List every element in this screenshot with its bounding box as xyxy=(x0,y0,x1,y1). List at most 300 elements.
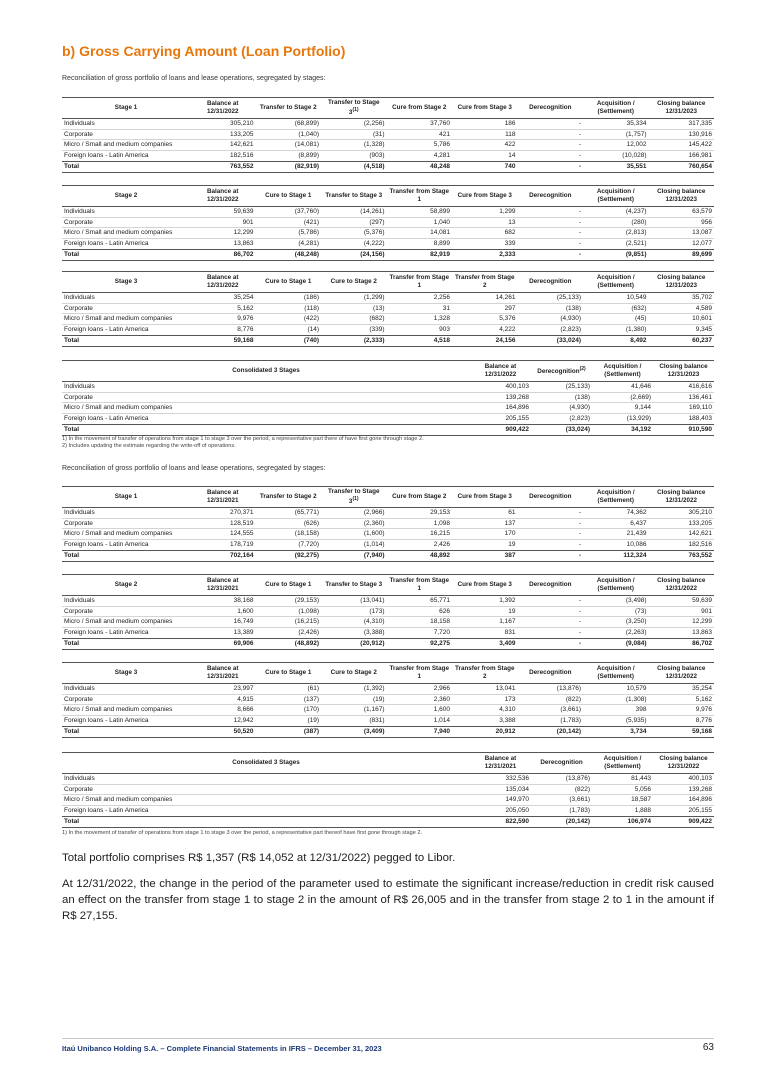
table-cell: 400,103 xyxy=(505,383,529,390)
table-cell: Micro / Small and medium companies xyxy=(64,706,173,714)
column-header: Stage 3 xyxy=(62,272,190,293)
table-cell: (7,940) xyxy=(321,550,387,561)
table-cell: (339) xyxy=(369,326,385,334)
table-row xyxy=(62,151,714,162)
column-header: Cure to Stage 1 xyxy=(256,575,322,596)
table-cell: 763,552 xyxy=(190,161,256,172)
table-cell: (831) xyxy=(369,717,385,725)
table-cell: (682) xyxy=(369,315,385,323)
table-cell: (1,040) xyxy=(298,130,319,138)
table-cell: (822) xyxy=(574,785,590,793)
table-cell: 186 xyxy=(504,120,516,127)
table-cell: (3,250) xyxy=(625,618,647,626)
column-header: Balance at 12/31/2021 xyxy=(190,575,256,596)
table-consolidated-2022 xyxy=(62,752,714,828)
column-header: Closing balance 12/31/2022 xyxy=(649,663,715,684)
table-cell: Corporate xyxy=(64,130,93,138)
table-cell: (4,518) xyxy=(321,161,387,172)
table-row xyxy=(62,303,714,314)
column-header: Transfer from Stage 1 xyxy=(387,272,453,293)
table-cell: 149,970 xyxy=(505,796,529,804)
table-cell: 1,167 xyxy=(499,618,516,626)
table-cell: 205,050 xyxy=(505,807,529,815)
table-cell: 41,646 xyxy=(631,383,651,390)
column-header: Acquisition / (Settlement) xyxy=(583,487,649,508)
table-cell: 139,268 xyxy=(688,785,712,793)
table-cell: Foreign loans - Latin America xyxy=(64,717,149,725)
table-cell: 9,144 xyxy=(634,404,651,412)
table-cell: (4,237) xyxy=(625,208,647,215)
table-cell: (13) xyxy=(372,304,385,312)
table-cell: 35,254 xyxy=(233,294,254,301)
table-cell: (626) xyxy=(303,519,319,527)
table-cell: 13,863 xyxy=(692,629,712,637)
table-cell: 317,335 xyxy=(688,120,712,127)
table-cell: 38,168 xyxy=(233,597,254,604)
column-header: Derecognition xyxy=(518,487,584,508)
table-cell: (5,376) xyxy=(363,229,385,237)
column-header: Stage 2 xyxy=(62,186,190,207)
table-cell: 16,749 xyxy=(233,618,254,626)
table-cell: (2,360) xyxy=(363,519,385,527)
table-cell: 13,389 xyxy=(233,629,254,637)
table-cell: Foreign loans - Latin America xyxy=(64,807,149,815)
footnote-1: 1) In the movement of transfer of operations from stage 1 to stage 3 over the period, a representative part there of have first gone through stage 2. xyxy=(62,436,424,442)
table-cell: 682 xyxy=(504,229,516,237)
table-cell: (1,308) xyxy=(625,695,647,703)
data-table xyxy=(62,97,714,173)
column-header: Transfer from Stage 1 xyxy=(387,186,453,207)
column-header: Acquisition / (Settlement) xyxy=(583,186,649,207)
column-header: Closing balance 12/31/2022 xyxy=(649,575,715,596)
table-cell: (2,426) xyxy=(298,629,319,637)
column-header: Derecognition xyxy=(518,663,584,684)
table-cell: (173) xyxy=(369,607,385,615)
table-row xyxy=(62,382,714,393)
table-cell: 89,699 xyxy=(649,249,715,260)
table-cell: Micro / Small and medium companies xyxy=(64,530,173,538)
table-cell: 400,103 xyxy=(688,775,712,782)
table-cell: 2,360 xyxy=(433,695,450,703)
table-cell: 35,702 xyxy=(692,294,712,301)
table-row xyxy=(62,207,714,218)
table-cell: (4,222) xyxy=(363,240,385,248)
column-header: Derecognition xyxy=(518,575,584,596)
column-header: Closing balance 12/31/2023 xyxy=(653,361,714,382)
column-header: Consolidated 3 Stages xyxy=(62,361,470,382)
table-cell: 173 xyxy=(504,695,516,703)
footnote-2: 2) Includes updating the estimate regarding the write-off of operations. xyxy=(62,443,236,449)
table-cell: 8,776 xyxy=(237,326,254,334)
table-row xyxy=(62,716,714,727)
table-cell: 956 xyxy=(701,218,712,226)
table-cell: (14,081) xyxy=(294,141,319,149)
table-cell: 10,601 xyxy=(692,315,712,323)
table-cell: (2,333) xyxy=(321,335,387,346)
table-cell: (13,876) xyxy=(556,685,581,692)
table-cell: (2,823) xyxy=(569,415,590,423)
table-row xyxy=(62,617,714,628)
table-cell: 12,299 xyxy=(692,618,712,626)
table-cell: 205,155 xyxy=(688,807,712,815)
table-cell: 3,409 xyxy=(452,638,518,649)
table-cell: 12,002 xyxy=(626,141,647,149)
table-cell: 1,014 xyxy=(433,717,450,725)
column-header: Transfer to Stage 3$^{(1)}$ xyxy=(321,487,387,508)
table-cell: 48,892 xyxy=(387,550,453,561)
table-cell: 182,516 xyxy=(688,541,712,549)
table-row xyxy=(62,684,714,695)
table-cell: 145,422 xyxy=(688,141,712,149)
table-cell: Individuals xyxy=(64,383,95,390)
table-cell: (1,167) xyxy=(363,706,385,714)
table-row xyxy=(62,529,714,540)
table-cell: - xyxy=(518,638,584,649)
table-cell: 58,899 xyxy=(430,208,450,215)
total-row xyxy=(62,550,714,561)
column-header: Balance at 12/31/2022 xyxy=(190,98,256,119)
table-row xyxy=(62,403,714,414)
table-cell: - xyxy=(578,120,581,127)
table-cell: 14,261 xyxy=(495,294,516,301)
column-header: Acquisition / (Settlement) xyxy=(592,753,653,774)
table-cell: 5,056 xyxy=(634,785,651,793)
data-table xyxy=(62,752,714,828)
table-cell: (422) xyxy=(303,315,319,323)
table-cell: 133,205 xyxy=(688,519,712,527)
table-cell: 1,299 xyxy=(499,208,516,215)
table-cell: Individuals xyxy=(64,775,95,782)
data-table xyxy=(62,271,714,347)
table-cell: (1,600) xyxy=(363,530,385,538)
table-cell: 901 xyxy=(242,218,254,226)
column-header: Derecognition xyxy=(518,98,584,119)
table-cell: (822) xyxy=(565,695,581,703)
table-row xyxy=(62,119,714,130)
table-stage2-2022 xyxy=(62,574,714,650)
table-cell: 702,164 xyxy=(190,550,256,561)
table-cell: 18,587 xyxy=(631,796,651,804)
column-header: Acquisition / (Settlement) xyxy=(583,272,649,293)
table-cell: - xyxy=(578,152,581,160)
table-cell: 188,403 xyxy=(688,415,712,423)
table-cell: - xyxy=(518,161,584,172)
table-cell: 139,268 xyxy=(505,393,529,401)
column-header: Closing balance 12/31/2023 xyxy=(649,272,715,293)
table-cell: (20,142) xyxy=(531,816,592,827)
column-header: Stage 2 xyxy=(62,575,190,596)
subtitle-2023: Reconciliation of gross portfolio of loans and lease operations, segregated by stages: xyxy=(62,75,326,82)
table-cell: (48,248) xyxy=(256,249,322,260)
table-row xyxy=(62,140,714,151)
table-cell: (1,299) xyxy=(363,294,385,301)
total-row xyxy=(62,249,714,260)
table-cell: Individuals xyxy=(64,294,95,301)
table-cell: Total xyxy=(62,249,190,260)
column-header: Transfer from Stage 1 xyxy=(387,663,453,684)
table-row xyxy=(62,806,714,817)
table-cell: 59,639 xyxy=(233,208,254,215)
column-header: Stage 1 xyxy=(62,487,190,508)
table-cell: 92,275 xyxy=(387,638,453,649)
table-cell: 2,426 xyxy=(433,541,450,549)
table-row xyxy=(62,325,714,336)
column-header: Balance at 12/31/2022 xyxy=(190,186,256,207)
table-cell: (92,275) xyxy=(256,550,322,561)
table-cell: 86,702 xyxy=(649,638,715,649)
table-cell: 35,254 xyxy=(692,685,712,692)
table-cell: (1,392) xyxy=(363,685,385,692)
table-cell: Micro / Small and medium companies xyxy=(64,796,173,804)
table-cell: (48,892) xyxy=(256,638,322,649)
table-cell: (186) xyxy=(303,294,319,301)
table-cell: Micro / Small and medium companies xyxy=(64,404,173,412)
table-cell: - xyxy=(578,597,581,604)
table-cell: Individuals xyxy=(64,685,95,692)
column-header: Derecognition$^{(2)}$ xyxy=(531,361,592,382)
table-row xyxy=(62,228,714,239)
table-cell: 205,155 xyxy=(505,415,529,423)
table-cell: (118) xyxy=(304,304,319,312)
table-cell: 8,899 xyxy=(433,240,450,248)
table-cell: 106,974 xyxy=(592,816,653,827)
table-cell: 29,153 xyxy=(430,509,450,516)
table-cell: 903 xyxy=(439,326,450,334)
table-cell: - xyxy=(578,607,581,615)
table-cell: (2,813) xyxy=(625,229,647,237)
table-cell: Foreign loans - Latin America xyxy=(64,240,149,248)
table-cell: (10,028) xyxy=(622,152,647,160)
table-cell: 13,087 xyxy=(692,229,712,237)
table-row xyxy=(62,628,714,639)
table-cell: 760,654 xyxy=(649,161,715,172)
table-row xyxy=(62,774,714,785)
column-header: Acquisition / (Settlement) xyxy=(592,361,653,382)
table-cell: 137 xyxy=(504,519,516,527)
table-cell: 142,621 xyxy=(230,141,254,149)
table-row xyxy=(62,508,714,519)
table-cell: 398 xyxy=(635,706,647,714)
table-cell: - xyxy=(578,208,581,215)
table-cell: 12,077 xyxy=(692,240,712,248)
table-cell: (65,771) xyxy=(294,509,319,516)
table-cell: 130,916 xyxy=(688,130,712,138)
table-cell: 63,579 xyxy=(692,208,712,215)
table-cell: 422 xyxy=(504,141,516,149)
table-cell: Individuals xyxy=(64,509,95,516)
total-row xyxy=(62,335,714,346)
table-cell: 13 xyxy=(508,218,516,226)
table-cell: (3,409) xyxy=(321,726,387,737)
table-cell: 133,205 xyxy=(230,130,254,138)
table-cell: 626 xyxy=(439,607,450,615)
table-cell: 270,371 xyxy=(230,509,254,516)
table-cell: 18,158 xyxy=(430,618,450,626)
table-cell: 12,299 xyxy=(233,229,254,237)
table-cell: (138) xyxy=(565,304,581,312)
table-row xyxy=(62,414,714,425)
table-stage2-2023 xyxy=(62,185,714,261)
table-cell: (3,661) xyxy=(569,796,590,804)
column-header: Closing balance 12/31/2023 xyxy=(649,186,715,207)
table-cell: 763,552 xyxy=(649,550,715,561)
table-cell: (31) xyxy=(372,130,385,138)
table-cell: (170) xyxy=(303,706,319,714)
column-header: Acquisition / (Settlement) xyxy=(583,575,649,596)
column-header: Transfer from Stage 2 xyxy=(452,272,518,293)
table-cell: (2,669) xyxy=(630,393,651,401)
table-cell: (14) xyxy=(307,326,319,334)
table-cell: (4,310) xyxy=(363,618,385,626)
table-cell: - xyxy=(578,509,581,516)
table-cell: (25,133) xyxy=(565,383,590,390)
table-cell: 35,551 xyxy=(583,161,649,172)
table-cell: 112,324 xyxy=(583,550,649,561)
table-cell: (9,851) xyxy=(583,249,649,260)
table-cell: 50,520 xyxy=(190,726,256,737)
table-cell: Total xyxy=(62,726,190,737)
column-header: Transfer to Stage 2 xyxy=(256,98,322,119)
table-cell: 20,912 xyxy=(452,726,518,737)
table-cell: (9,084) xyxy=(583,638,649,649)
column-header: Stage 3 xyxy=(62,663,190,684)
table-cell: (20,912) xyxy=(321,638,387,649)
table-cell: 4,281 xyxy=(433,152,450,160)
table-cell: (5,935) xyxy=(625,717,647,725)
table-cell: 332,536 xyxy=(505,775,529,782)
table-cell: 909,422 xyxy=(470,424,531,435)
table-cell: 35,334 xyxy=(626,120,647,127)
table-cell: 901 xyxy=(701,607,712,615)
table-cell: 23,997 xyxy=(233,685,254,692)
table-cell: (421) xyxy=(303,218,319,226)
table-cell: (2,521) xyxy=(625,240,647,248)
table-cell: 59,168 xyxy=(649,726,715,737)
column-header: Balance at 12/31/2021 xyxy=(190,663,256,684)
table-cell: 166,981 xyxy=(688,152,712,160)
table-cell: 4,222 xyxy=(499,326,516,334)
table-cell: Corporate xyxy=(64,695,93,703)
table-cell: 8,492 xyxy=(583,335,649,346)
table-cell: (1,757) xyxy=(625,130,647,138)
table-row xyxy=(62,795,714,806)
table-cell: Individuals xyxy=(64,120,95,127)
table-cell: (68,899) xyxy=(294,120,319,127)
table-cell: 135,034 xyxy=(505,785,529,793)
table-cell: 10,549 xyxy=(626,294,647,301)
table-cell: Total xyxy=(62,424,470,435)
table-cell: - xyxy=(518,249,584,260)
table-cell: (4,281) xyxy=(298,240,319,248)
table-cell: 3,734 xyxy=(583,726,649,737)
table-cell: (19) xyxy=(372,695,385,703)
table-cell: 740 xyxy=(452,161,518,172)
table-cell: (45) xyxy=(634,315,647,323)
table-cell: (37,760) xyxy=(294,208,319,215)
table-row xyxy=(62,129,714,140)
table-cell: (73) xyxy=(634,607,647,615)
table-cell: 1,040 xyxy=(433,218,450,226)
table-cell: (24,156) xyxy=(321,249,387,260)
table-cell: 5,162 xyxy=(695,695,712,703)
table-cell: 69,906 xyxy=(190,638,256,649)
table-cell: (20,142) xyxy=(518,726,584,737)
column-header: Acquisition / (Settlement) xyxy=(583,663,649,684)
total-row xyxy=(62,424,714,435)
table-cell: - xyxy=(578,519,581,527)
table-cell: 142,621 xyxy=(688,530,712,538)
table-cell: 118 xyxy=(505,130,516,138)
table-cell: 4,589 xyxy=(695,304,712,312)
table-cell: 59,639 xyxy=(692,597,712,604)
table-cell: 1,328 xyxy=(433,315,450,323)
table-cell: 13,863 xyxy=(233,240,254,248)
column-header: Transfer from Stage 2 xyxy=(452,663,518,684)
table-cell: Micro / Small and medium companies xyxy=(64,141,173,149)
column-header: Transfer to Stage 3 xyxy=(321,575,387,596)
column-header: Cure from Stage 3 xyxy=(452,487,518,508)
table-cell: Micro / Small and medium companies xyxy=(64,229,173,237)
table-cell: (4,930) xyxy=(569,404,590,412)
table-cell: (19) xyxy=(307,717,319,725)
table-cell: 24,156 xyxy=(452,335,518,346)
table-cell: 9,976 xyxy=(237,315,254,323)
paragraph-libor: Total portfolio comprises R$ 1,357 (R$ 14,052 at 12/31/2022) pegged to Libor. xyxy=(62,852,456,864)
table-cell: 1,098 xyxy=(433,519,450,527)
table-cell: 421 xyxy=(439,130,450,138)
table-cell: 164,896 xyxy=(688,796,712,804)
table-cell: 305,210 xyxy=(230,120,254,127)
table-cell: 164,896 xyxy=(505,404,529,412)
table-cell: (632) xyxy=(631,304,647,312)
table-cell: 4,310 xyxy=(499,706,516,714)
table-cell: Total xyxy=(62,816,470,827)
section-title: b) Gross Carrying Amount (Loan Portfolio) xyxy=(62,43,346,59)
table-cell: Total xyxy=(62,638,190,649)
table-cell: - xyxy=(578,530,581,538)
table-cell: 416,616 xyxy=(688,383,712,390)
data-table xyxy=(62,185,714,261)
subtitle-2022: Reconciliation of gross portfolio of loans and lease operations, segregated by stages: xyxy=(62,465,326,472)
table-cell: Micro / Small and medium companies xyxy=(64,315,173,323)
table-cell: 10,086 xyxy=(626,541,647,549)
table-cell: (903) xyxy=(369,152,385,160)
table-cell: Corporate xyxy=(64,304,93,312)
table-cell: Corporate xyxy=(64,218,93,226)
table-cell: (138) xyxy=(574,393,590,401)
table-cell: 909,422 xyxy=(653,816,714,827)
table-cell: 170 xyxy=(504,530,516,538)
total-row xyxy=(62,638,714,649)
table-cell: 14,081 xyxy=(430,229,450,237)
table-cell: 48,248 xyxy=(387,161,453,172)
table-stage3-2023 xyxy=(62,271,714,347)
table-cell: 37,760 xyxy=(430,120,450,127)
column-header: Derecognition xyxy=(518,186,584,207)
table-cell: (82,919) xyxy=(256,161,322,172)
table-cell: (14,261) xyxy=(360,208,385,215)
table-cell: 9,345 xyxy=(695,326,712,334)
total-row xyxy=(62,161,714,172)
column-header: Transfer to Stage 3$^{(1)}$ xyxy=(321,98,387,119)
table-cell: (7,720) xyxy=(298,541,319,549)
table-row xyxy=(62,694,714,705)
column-header: Cure to Stage 1 xyxy=(256,272,322,293)
table-cell: 59,168 xyxy=(190,335,256,346)
total-row xyxy=(62,816,714,827)
column-header: Balance at 12/31/2022 xyxy=(470,361,531,382)
column-header: Cure to Stage 1 xyxy=(256,663,322,684)
